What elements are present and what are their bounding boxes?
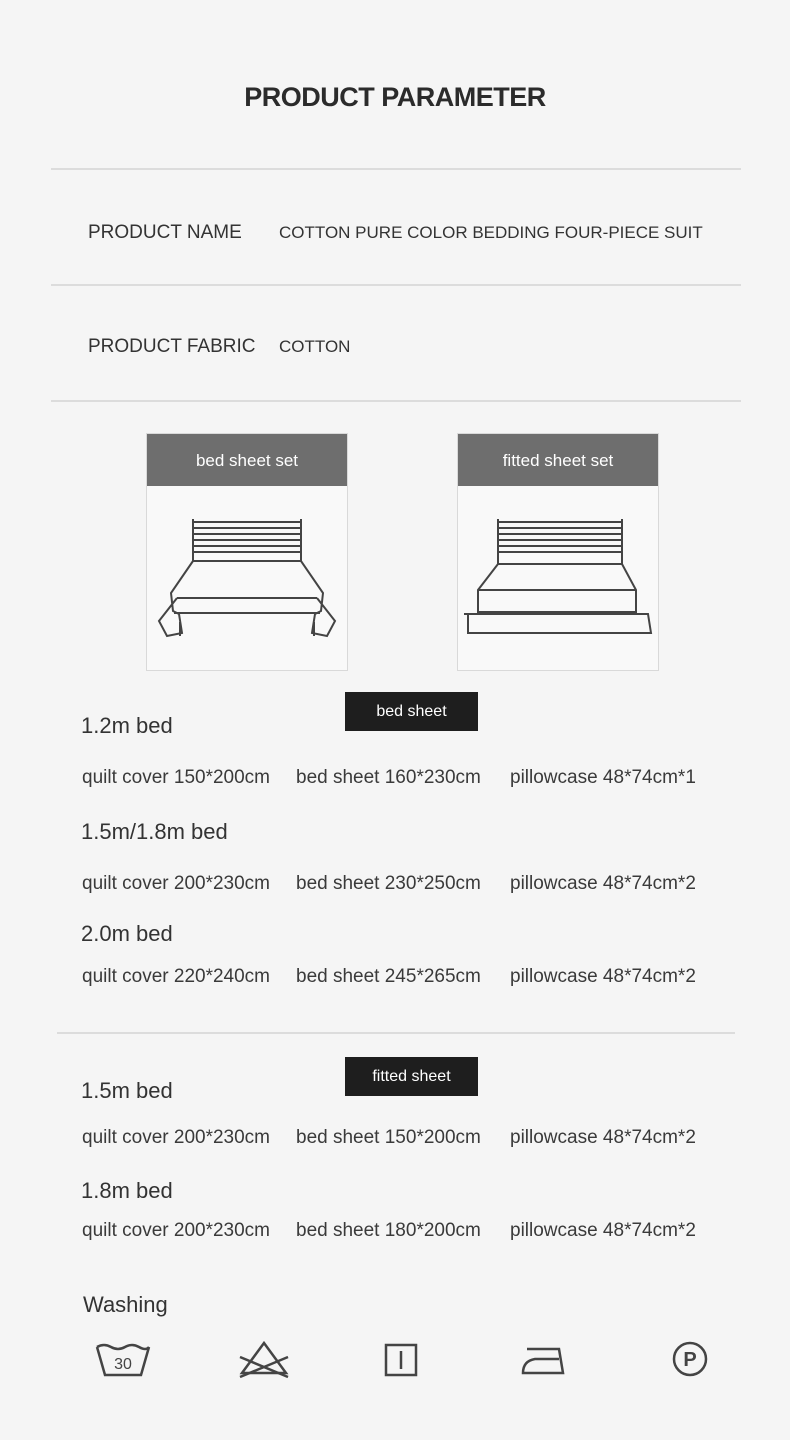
divider bbox=[51, 284, 741, 286]
spec-sheet: bed sheet 180*200cm bbox=[296, 1220, 481, 1241]
spec-quilt: quilt cover 200*230cm bbox=[82, 1127, 270, 1148]
fitted-sheet-set-card bbox=[457, 433, 659, 671]
spec-sheet: bed sheet 160*230cm bbox=[296, 767, 481, 788]
line-dry-icon bbox=[371, 1335, 431, 1385]
card-header: fitted sheet set bbox=[458, 434, 658, 486]
iron-icon bbox=[515, 1335, 575, 1385]
spec-pillow: pillowcase 48*74cm*2 bbox=[510, 1220, 696, 1241]
bed-sheet-tag: bed sheet bbox=[345, 692, 478, 731]
divider bbox=[51, 400, 741, 402]
spec-pillow: pillowcase 48*74cm*2 bbox=[510, 966, 696, 987]
card-header: bed sheet set bbox=[147, 434, 347, 486]
spec-pillow: pillowcase 48*74cm*2 bbox=[510, 1127, 696, 1148]
size-label: 2.0m bed bbox=[81, 921, 173, 946]
svg-text:P: P bbox=[683, 1349, 697, 1371]
fitted-sheet-bed-icon bbox=[458, 486, 658, 666]
dry-clean-p-icon bbox=[660, 1335, 720, 1385]
param-label-fabric: PRODUCT FABRIC bbox=[88, 336, 256, 357]
param-value-name: COTTON PURE COLOR BEDDING FOUR-PIECE SUIT bbox=[279, 223, 703, 242]
size-label: 1.2m bed bbox=[81, 713, 173, 738]
washing-title: Washing bbox=[83, 1292, 168, 1317]
divider bbox=[51, 168, 741, 170]
spec-quilt: quilt cover 200*230cm bbox=[82, 1220, 270, 1241]
do-not-bleach-icon bbox=[234, 1335, 294, 1385]
spec-sheet: bed sheet 150*200cm bbox=[296, 1127, 481, 1148]
fitted-sheet-tag: fitted sheet bbox=[345, 1057, 478, 1096]
spec-quilt: quilt cover 220*240cm bbox=[82, 966, 270, 987]
spec-quilt: quilt cover 200*230cm bbox=[82, 873, 270, 894]
size-label: 1.5m bed bbox=[81, 1078, 173, 1103]
page-title: PRODUCT PARAMETER bbox=[244, 82, 546, 112]
spec-sheet: bed sheet 230*250cm bbox=[296, 873, 481, 894]
svg-text:30: 30 bbox=[114, 1356, 132, 1373]
spec-sheet: bed sheet 245*265cm bbox=[296, 966, 481, 987]
spec-pillow: pillowcase 48*74cm*2 bbox=[510, 873, 696, 894]
spec-quilt: quilt cover 150*200cm bbox=[82, 767, 270, 788]
size-label: 1.8m bed bbox=[81, 1178, 173, 1203]
param-value-fabric: COTTON bbox=[279, 337, 351, 356]
bed-sheet-set-card bbox=[146, 433, 348, 671]
size-label: 1.5m/1.8m bed bbox=[81, 819, 228, 844]
divider bbox=[57, 1032, 735, 1034]
flat-sheet-bed-icon bbox=[147, 486, 347, 666]
spec-pillow: pillowcase 48*74cm*1 bbox=[510, 767, 696, 788]
param-label-name: PRODUCT NAME bbox=[88, 222, 242, 243]
wash-30-icon bbox=[93, 1335, 153, 1385]
